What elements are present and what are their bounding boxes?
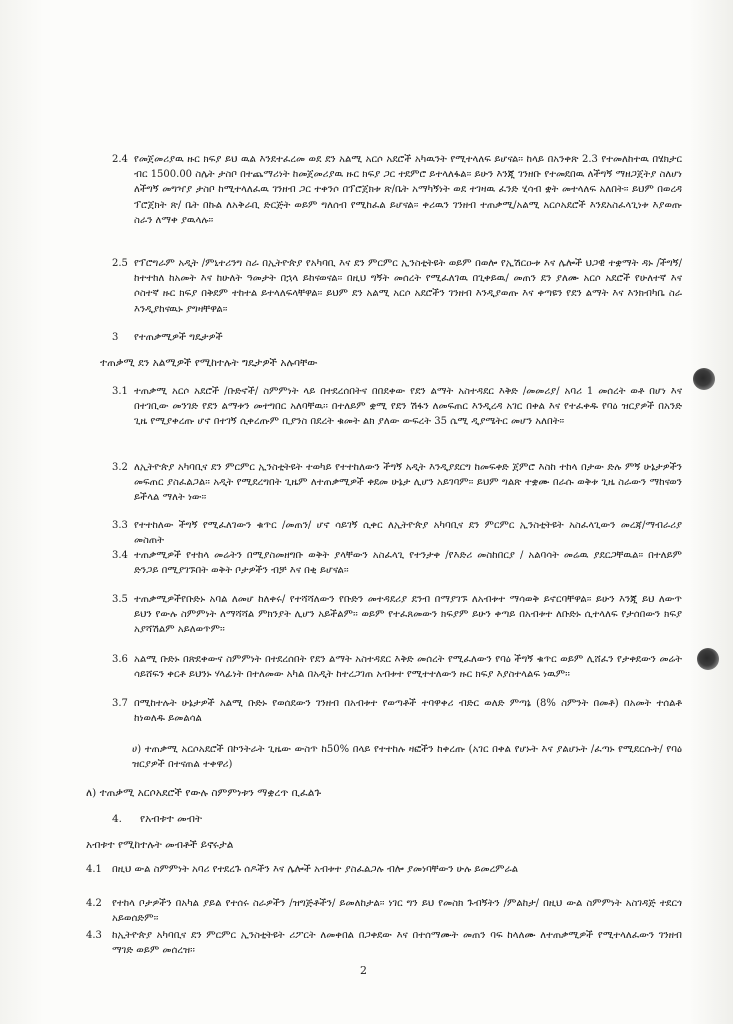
right-text: የተከላ ቦታዎችን በአካል ያይል የተሰሩ ስራዎችን /ዝግጅቶችን/ ይመለከታል፡፡ ነገር ግን ይህ የመስክ ጉብኝትን /ምልከታ/ በዚህ ውል ስምምነት አስገዳጅ ተደርጎ አይወሰድም፡፡: [112, 898, 682, 925]
section-number: 3: [112, 332, 119, 343]
obligation-text: አልሚ ቡድኑ በጽደቀውና ስምምነት በተደረሰበት የደን ልማት አስተዳደር እቅድ መሰረት የሚፈለውን የባዕ ችግኝ ቁጥር ወይም ሊሸፈን የታቀደውን መሬት ሳይሸፍን ቀርቶ ይህንኑ ሃላፊነት በተለመው አካል በአዲት ከተረጋገጠ አብቱተ የሚተተለውን ዙር ክፍያ እያስተላልፍ ነዉም፡፡: [134, 654, 682, 681]
section-2-5: [112, 256, 682, 317]
right-text: ከኢትዮጵያ አካባቢና ደን ምርምር ኢንስቲትዩት ሪፖርት ለመቀበል በጋቀደው እና በተሰማሙት መጠን ባፍ ከላለሙ ለተጠቃሚዎች የሚተላለፈውን ገንዘብ ማገድ ወይም መሰረዝ፡፡: [112, 930, 682, 957]
obligation-text: ተጠቃሚ አርሶ አደሮች /ቡድኖች/ ስምምነት ላይ በተደረሰበትና በበደቀው የደን ልማት አስተዳደር እቅድ /መመሪያ/ አባሪ 1 መሰረት ወቶ በሆነ እና በተገቢው መንገድ የደን ልማቱን መተግበር አለባቸዉ፡፡ በተለይም ቋሚ የደን ሽፋን ለመፍጠር እንዲረዳ አገር በቀል እና የተፈቀዱ የባዕ ዝርያዎች በአንድ ጊዜ የሚያቀረጡ ሆኖ በተገኝ ሲቀረጡም ቢያንስ በደረት ቁመት ልክ ያለው ውፍረት 35 ሴሚ ዲያሜትር መሆን አለበት፡፡: [134, 386, 682, 428]
obligation-3-3: [112, 518, 682, 548]
obligation-text: የተተከለው ችግኝ የሚፈለገውን ቁጥር /መጠን/ ሆኖ ሳይገኝ ሲቀር ለኢትዮጵያ አካባቢና ደን ምርምር ኢንስቲትዩት አስፈላጊውን መረጃ/ማብራሪያ መስጠት: [134, 520, 682, 547]
obligation-number: 3.1: [112, 386, 128, 397]
section-4-number: 4.: [112, 813, 123, 825]
right-4-3: [86, 928, 682, 958]
right-number: 4.1: [86, 864, 102, 875]
rights-heading: አብቱተ የሚከተሉት መብቶች ይኖሩታል: [86, 839, 234, 851]
obligation-text: ተጠቃሚዎች የተከላ መሬትን በሚያስመዘግቡ ወቅት ያላቸውን አስፈላጊ የተንታቀ /የእድሪ መስከበርያ / አልባሳት መሬዉ ያደርጋቸዉል፡፡ በተለይም ድንጋይ በሚያገኙበት ወቅት ቦታዎችን ብቻ እና በቂ ይሆናል፡፡: [134, 550, 682, 577]
section-number: 2.5: [112, 258, 128, 269]
obligations-heading: ተጠቃሚ ደን አልሚዎች የሚከተሉት ግዴታዎች አሉባቸው: [100, 357, 318, 369]
section-number: 2.4: [112, 154, 128, 165]
obligation-text: ተጠቃሚዎችየቡድኑ አባል ለመሆ ከለቀሩ/ የተሻሻለውን የቡድን መተዳደሪያ ደንብ በማያገኙ ለአብቱተ ማሳወቅ ይኖርባቸዋል፡፡ ይሁን እንጂ ይህ ለውጥ ይህን የውሉ ስምምነት ለማሻሻል ምክንያት ሊሆን አይችልም፡፡ ወይም የተፈጸመውን ክፍያም ይሁን ቀጣይ በአብቱተ ለቡድኑ ሲተላለፍ የታሰበውን ክፍያ አያሻሽልም አይለወጥም፡፡: [134, 594, 682, 636]
punch-hole: [693, 368, 715, 390]
obligation-3-6: [112, 652, 682, 682]
obligation-number: 3.2: [112, 462, 128, 473]
page-number: 2: [360, 964, 367, 977]
section-2-4: [112, 152, 682, 228]
section-text: የመጀመሪያዉ ዙር ክፍያ ይህ ዉል እንደተፈረመ ወደ ደን አልሚ አርሶ አደሮች አካዉንት የሚተላለፍ ይሆናል፡፡ ከላይ በአንቀጽ 2.3 የተመለከተዉ በሄክታር ብር 1500.00 ስሌት ታስቦ በተጨማሪነት ከመጀመሪያዉ ዙር ክፍያ ጋር ተደምሮ ይተላለፋል፡፡ ይሁን እንጂ ገንዘቡ የተመደበዉ ለችግኝ ማዘጋጀትያ ስለሆነ ለችግኝ መግዣያ ታስቦ ከሚተላለፈዉ ገንዘብ ጋር ተቀንሶ በፕሮጀክቱ ጽ/ቤት አማካኝነት ወደ ተገዛዉ ፈንድ ሂሳብ ቋት መተላለፍ አለበት፡፡ ይህም በወረዳ ፕሮጀክት ጽ/ ቤት በኩል ለአቅራቢ ድርጅት ወይም ግለሰብ የሚከፈል ይሆናል፡፡ ቀሪዉን ገንዘብ ተጠቃሚ/አልሚ አርሶአደሮች እንደአስፈላጊነቱ እያወጡ ስራን ለማቀ ያዉላሉ፡፡: [134, 154, 682, 226]
clause-b: ለ) ተጠቃሚ አርሶአደሮች የውሉ ስምምነቱን ማቋረጥ ቢፈልጉ: [86, 787, 322, 799]
right-number: 4.3: [86, 930, 102, 941]
obligation-text: ለኢትዮጵያ አካባቢና ደን ምርምር ኢንስቲትዩት ተወካይ የተተከለውን ችግኝ አዲት እንዲያደርግ ከመፍቀድ ጀምሮ እስከ ተከላ በታው ድሉ ምኝ ሁኔታዎችን መፍጠር ያስፈልጋል፡፡ አዲት የሚደረግበት ጊዜም ለተጠቃሚዎች ቀደመ ሁኔታ ሊሆን አይገባም፡፡ ይህም ግልጽ ተቋሙ በራሱ ወቅቱ ጊዜ ስራውን ማከናወን ይችላል ማለት ነው፡፡: [134, 462, 682, 504]
clause-a: [132, 742, 682, 772]
section-title: የተጠቃሚዎች ግዴታዎች: [134, 332, 223, 343]
obligation-3-5: [112, 592, 682, 638]
obligation-number: 3.4: [112, 550, 128, 561]
obligation-number: 3.5: [112, 594, 128, 605]
right-4-2: [86, 896, 682, 926]
clause-text: ሀ) ተጠቃሚ አርሶአደሮች በኮንትራት ጊዜው ውስጥ ከ50% በላይ የተተከሉ ዛፎችን ከቀረጡ (አገር በቀል የሆኑት እና ያልሆኑት /ፈጣኑ የሚደርሱት/ የባዕ ዝርያዎች በተናጠል ተቀዋሪ): [132, 744, 682, 771]
obligation-number: 3.3: [112, 520, 128, 531]
obligation-number: 3.7: [112, 698, 128, 709]
section-4-title: የአብቱተ መብት: [140, 813, 203, 825]
obligation-3-7: [112, 696, 682, 726]
obligation-text: በሚከተሉት ሁኔታዎች አልሚ ቡድኑ የወሰደውን ገንዘብ በአብቱተ የወጣቶች ተባዋቀሪ ብድር ወለድ ምጣኔ (8% ስምንት በመቶ) በአመት ተሰልቶ ከነወለዱ ይመልሳል: [134, 698, 682, 725]
obligation-3-2: [112, 460, 682, 506]
obligation-3-4: [112, 548, 682, 578]
obligation-3-1: [112, 384, 682, 430]
section-3: [112, 330, 682, 345]
obligation-number: 3.6: [112, 654, 128, 665]
section-text: የፕሮግራም አዲት /ምኒተሪንግ ስራ በኢትዮጵያ የአካባቢ እና ደን ምርምር ኢንስቲትዩት ወይም በወሎ የኢሽርዑቱ እና ሌሎች ህጋዊ ተቋማት ዳኑ /ችግኝ/ ከተተከለ ከአመት እና ከሁለት ዓመታት በኋላ ይከናወናል፡፡ በዚህ ግኝት መሰረት የሚፈለገዉ በጊቀይዉ/ መጠን ደን ያለሙ አርሶ አደሮች የሁለተኛ እና ሶስተኛ ዙር ክፍያ በቅደም ተከተል ይተላለፍላቸዋል፡፡ ይህም ደን አልሚ አርሶ አደሮችን ገንዘብ እንዲያወጡ እና ቀጣዩን የደን ልማት እና እንክብካቤ ስራ እንዲያከናዉኑ ያግዛቸዋል፡፡: [134, 258, 682, 315]
right-number: 4.2: [86, 898, 102, 909]
right-text: በዚህ ውል ስምምነት አባሪ የተደረጉ ሰዶችን እና ሌሎች አብቱተ ያስፈልጋሉ ብሎ ያመነባቸውን ሁሉ ይመረምራል: [112, 864, 519, 875]
punch-hole: [697, 648, 719, 670]
right-4-1: [86, 862, 682, 877]
